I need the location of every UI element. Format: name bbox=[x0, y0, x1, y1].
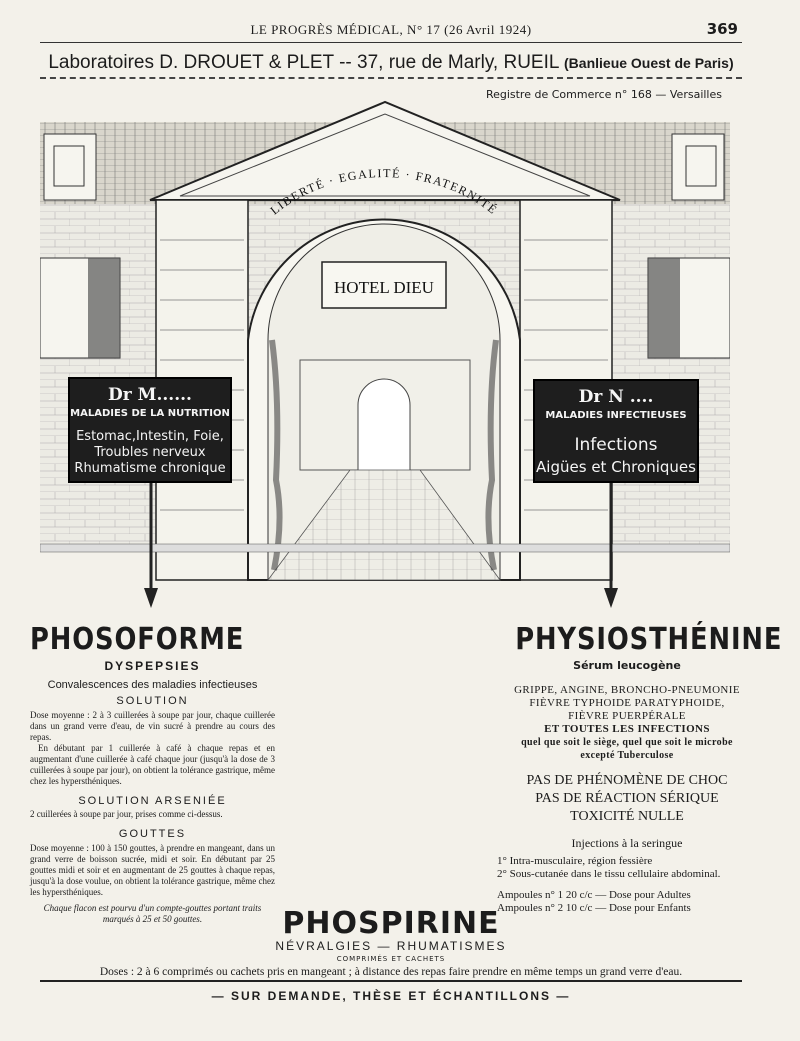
phosoforme-gouttes-text: Dose moyenne : 100 à 150 gouttes, à prendre en mangeant, dans un grand verre de boisson sucrée, midi et soir. En débutant par 25 gouttes midi et soir et en augmentant de 25 gouttes à chaque repas, jusqu'à la dose voulue, on obtient la tolérance gastrique, même chez les hypersthéniques. bbox=[30, 843, 275, 897]
physiosthenine-section bbox=[497, 622, 783, 915]
phosoforme-solution-text: Dose moyenne : 2 à 3 cuillerées à soupe par jour, chaque cuillerée dans un grand verre d'eau, de vin sucré à prendre au cours des repas. bbox=[30, 710, 275, 742]
left-sign-doctor: Dr M...... bbox=[108, 385, 192, 405]
phosoforme-flacon-note: Chaque flacon est pourvu d'un compte-gouttes portant traits marqués à 25 et 50 gouttes. bbox=[43, 903, 262, 924]
motto: LIBERTÉ · EGALITÉ · FRATERNITÉ bbox=[267, 166, 501, 218]
phosoforme-subtitle: DYSPEPSIES bbox=[104, 659, 201, 673]
phosoforme-solution-heading: SOLUTION bbox=[116, 695, 189, 707]
dashed-rule bbox=[40, 77, 742, 79]
physiosthenine-indication-2: FIÈVRE TYPHOIDE PARATYPHOIDE, bbox=[529, 697, 725, 709]
left-sign-line3: Rhumatisme chronique bbox=[74, 461, 226, 476]
right-sign-specialty: MALADIES INFECTIEUSES bbox=[545, 410, 687, 421]
physiosthenine-indication-6: excepté Tuberculose bbox=[580, 750, 674, 761]
registre-commerce: Registre de Commerce n° 168 — Versailles bbox=[485, 88, 722, 101]
phospirine-doses: Doses : 2 à 6 comprimés ou cachets pris en mangeant ; à distance des repas faire prendre en même temps un grand verre d'eau. bbox=[99, 966, 683, 978]
right-doctor-sign bbox=[534, 380, 698, 482]
physiosthenine-ampoule-2: Ampoules n° 2 10 c/c — Dose pour Enfants bbox=[497, 902, 691, 914]
hotel-dieu-sign: HOTEL DIEU bbox=[334, 278, 434, 297]
physiosthenine-subtitle: Sérum leucogène bbox=[573, 659, 681, 672]
phosoforme-convalescences: Convalescences des maladies infectieuses bbox=[47, 679, 258, 691]
physiosthenine-injections: Injections à la seringue bbox=[571, 836, 683, 850]
physiosthenine-indication-5: quel que soit le siège, quel que soit le microbe bbox=[521, 737, 733, 748]
left-doctor-sign bbox=[69, 378, 231, 482]
physiosthenine-route-2: 2° Sous-cutanée dans le tissu cellulaire abdominal. bbox=[497, 868, 721, 880]
physiosthenine-route-1: 1° Intra-musculaire, région fessière bbox=[497, 855, 653, 867]
phosoforme-arseniee-text: 2 cuillerées à soupe par jour, prises comme ci-dessus. bbox=[30, 809, 223, 819]
phospirine-title: PHOSPIRINE bbox=[282, 906, 500, 941]
header-rule bbox=[40, 42, 742, 43]
phosoforme-gouttes-heading: GOUTTES bbox=[118, 828, 187, 840]
physiosthenine-indication-3: FIÈVRE PUERPÉRALE bbox=[568, 710, 686, 722]
left-sign-specialty: MALADIES DE LA NUTRITION bbox=[70, 408, 230, 419]
phospirine-subtitle: NÉVRALGIES — RHUMATISMES bbox=[275, 939, 507, 953]
page-number: 369 bbox=[706, 20, 738, 38]
phospirine-section bbox=[40, 906, 742, 978]
right-sign-doctor: Dr N .... bbox=[578, 387, 654, 407]
hotel-dieu-illustration bbox=[40, 100, 730, 610]
left-sign-line2: Troubles nerveux bbox=[94, 445, 206, 460]
physiosthenine-title: PHYSIOSTHÉNINE bbox=[515, 622, 783, 657]
physiosthenine-indication-1: GRIPPE, ANGINE, BRONCHO-PNEUMONIE bbox=[514, 684, 740, 696]
laboratoire-address: Laboratoires D. DROUET & PLET -- 37, rue de Marly, RUEIL bbox=[48, 52, 559, 73]
physiosthenine-claim-1: PAS DE PHÉNOMÈNE DE CHOC bbox=[526, 773, 728, 788]
phosoforme-solution-text2: En débutant par 1 cuillerée à café à chaque repas et en augmentant d'une cuillerée à café chaque jour (jusqu'à la dose de 3 cuillerées à soupe par jour), on obtient la tolérance gastrique, même chez les hypersthéniques. bbox=[30, 743, 275, 786]
right-sign-line1: Infections bbox=[574, 435, 658, 455]
physiosthenine-claim-3: TOXICITÉ NULLE bbox=[570, 809, 684, 824]
phospirine-forms: COMPRIMÉS ET CACHETS bbox=[336, 955, 446, 963]
footer-samples: — SUR DEMANDE, THÈSE ET ÉCHANTILLONS — bbox=[211, 989, 571, 1003]
right-sign-line2: Aigües et Chroniques bbox=[536, 458, 696, 476]
left-sign-line1: Estomac,Intestin, Foie, bbox=[76, 429, 224, 444]
physiosthenine-indication-4: ET TOUTES LES INFECTIONS bbox=[544, 723, 710, 735]
physiosthenine-ampoule-1: Ampoules n° 1 20 c/c — Dose pour Adultes bbox=[497, 889, 691, 901]
physiosthenine-claim-2: PAS DE RÉACTION SÉRIQUE bbox=[535, 791, 719, 806]
laboratoire-line bbox=[40, 52, 742, 74]
phosoforme-title: PHOSOFORME bbox=[30, 622, 245, 657]
laboratoire-suffix: (Banlieue Ouest de Paris) bbox=[564, 55, 734, 71]
phosoforme-section bbox=[30, 622, 275, 925]
bottom-rule bbox=[40, 980, 742, 982]
phosoforme-arseniee-heading: SOLUTION ARSENIÉE bbox=[78, 795, 227, 807]
running-title: LE PROGRÈS MÉDICAL, N° 17 (26 Avril 1924) bbox=[250, 22, 532, 37]
